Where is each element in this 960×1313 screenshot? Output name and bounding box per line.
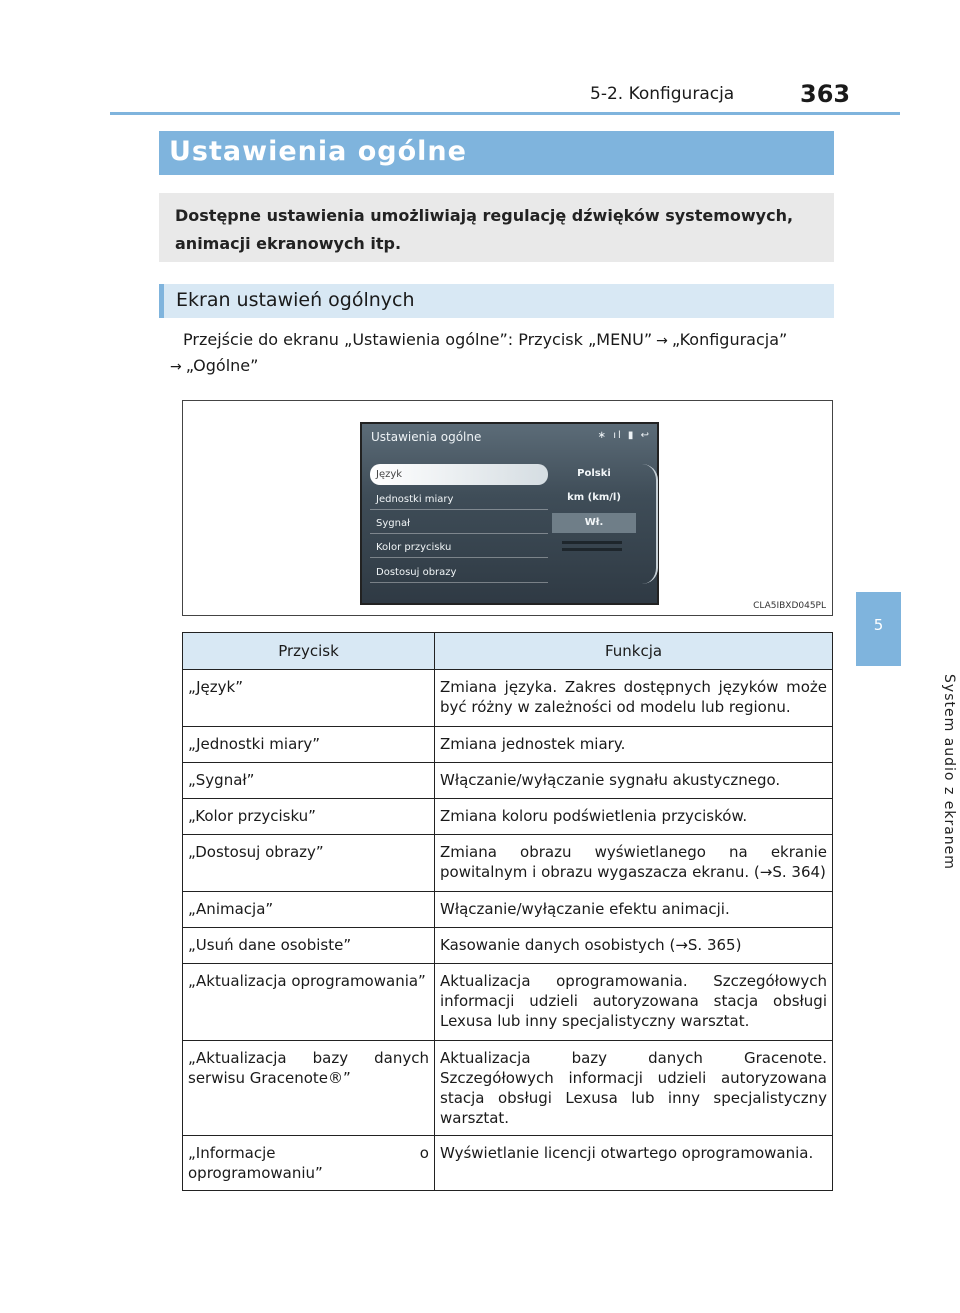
- button-cell: „Aktualizacja oprogramowania”: [183, 964, 435, 1041]
- navigation-line-2: [166, 356, 258, 375]
- table-row: [183, 763, 833, 799]
- section-title: 5-2. Konfiguracja: [590, 84, 735, 104]
- function-table: [182, 632, 833, 1191]
- intro-box: [159, 193, 834, 262]
- arrow-icon: →: [170, 359, 182, 375]
- intro-text: Dostępne ustawienia umożliwiają regulację dźwięków systemowych, animacji ekranowych itp.: [175, 206, 794, 253]
- button-cell: „Aktualizacja bazy danych serwisu Gracenote®”: [183, 1041, 435, 1136]
- page-title-bar: [159, 131, 834, 175]
- screen-figure: [182, 400, 833, 616]
- function-cell: Włączanie/wyłączanie sygnału akustycznego.: [435, 763, 833, 799]
- page-number: 363: [800, 80, 851, 108]
- status-icons: ∗ ıl ▮ ↩: [597, 430, 651, 441]
- button-cell: „Informacje o oprogramowaniu”: [183, 1136, 435, 1191]
- function-cell: Zmiana koloru podświetlenia przycisków.: [435, 799, 833, 835]
- page-title: Ustawienia ogólne: [169, 136, 467, 167]
- screen-item-button-color[interactable]: Kolor przycisku: [370, 537, 548, 558]
- table-row: [183, 670, 833, 727]
- screen-item-language[interactable]: Język: [370, 464, 548, 485]
- function-cell: Zmiana jednostek miary.: [435, 727, 833, 763]
- screen-value-beep: Wł.: [552, 513, 636, 533]
- button-cell: „Jednostki miary”: [183, 727, 435, 763]
- table-row: [183, 835, 833, 892]
- function-cell: Wyświetlanie licencji otwartego oprogramowania.: [435, 1136, 833, 1191]
- screen-item-beep[interactable]: Sygnał: [370, 513, 548, 534]
- chapter-title: System audio z ekranem: [941, 674, 957, 870]
- scrollbar[interactable]: [642, 464, 658, 584]
- button-cell: „Animacja”: [183, 892, 435, 928]
- navigation-text: Przejście do ekranu „Ustawienia ogólne”: Przycisk „MENU”: [183, 330, 653, 349]
- table-header-button: Przycisk: [183, 633, 435, 670]
- table-header-function: Funkcja: [435, 633, 833, 670]
- subheading: Ekran ustawień ogólnych: [176, 289, 415, 311]
- table-row: [183, 1041, 833, 1136]
- figure-code: CLA5IBXD045PL: [753, 601, 826, 611]
- screen-title: Ustawienia ogólne: [371, 430, 482, 444]
- function-cell: Kasowanie danych osobistych (→S. 365): [435, 928, 833, 964]
- function-cell: Aktualizacja oprogramowania. Szczegółowych informacji udzieli autoryzowana stacja obsługi Lexusa lub inny specjalistyczny warsztat.: [435, 964, 833, 1041]
- table-row: [183, 928, 833, 964]
- button-color-swatch: [562, 548, 622, 551]
- table-row: [183, 1136, 833, 1191]
- screen-value-language: Polski: [577, 468, 611, 479]
- function-cell: Aktualizacja bazy danych Gracenote. Szczegółowych informacji udzieli autoryzowana stacja obsługi Lexusa lub inny specjalistyczny warsztat.: [435, 1041, 833, 1136]
- navigation-target-general: „Ogólne”: [185, 356, 259, 375]
- function-cell: Włączanie/wyłączanie efektu animacji.: [435, 892, 833, 928]
- function-cell: Zmiana języka. Zakres dostępnych języków może być różny w zależności od modelu lub regionu.: [435, 670, 833, 727]
- screen-item-units[interactable]: Jednostki miary: [370, 489, 548, 510]
- chapter-tab: [856, 592, 901, 666]
- table-row: [183, 892, 833, 928]
- chapter-number: 5: [873, 616, 884, 634]
- header-divider: [110, 112, 900, 115]
- button-cell: „Kolor przycisku”: [183, 799, 435, 835]
- button-color-swatch: [562, 541, 622, 544]
- button-cell: „Sygnał”: [183, 763, 435, 799]
- device-screen: [360, 422, 659, 605]
- button-cell: „Usuń dane osobiste”: [183, 928, 435, 964]
- subheading-bar: [159, 284, 834, 318]
- navigation-target-config: „Konfiguracja”: [671, 330, 788, 349]
- table-row: [183, 964, 833, 1041]
- screen-item-customize-images[interactable]: Dostosuj obrazy: [370, 562, 548, 583]
- screen-value-units: km (km/l): [567, 492, 621, 503]
- button-cell: „Dostosuj obrazy”: [183, 835, 435, 892]
- arrow-icon: →: [656, 333, 668, 349]
- table-row: [183, 799, 833, 835]
- table-row: [183, 727, 833, 763]
- function-cell: Zmiana obrazu wyświetlanego na ekranie powitalnym i obrazu wygaszacza ekranu. (→S. 364): [435, 835, 833, 892]
- button-cell: „Język”: [183, 670, 435, 727]
- navigation-line-1: [183, 330, 787, 349]
